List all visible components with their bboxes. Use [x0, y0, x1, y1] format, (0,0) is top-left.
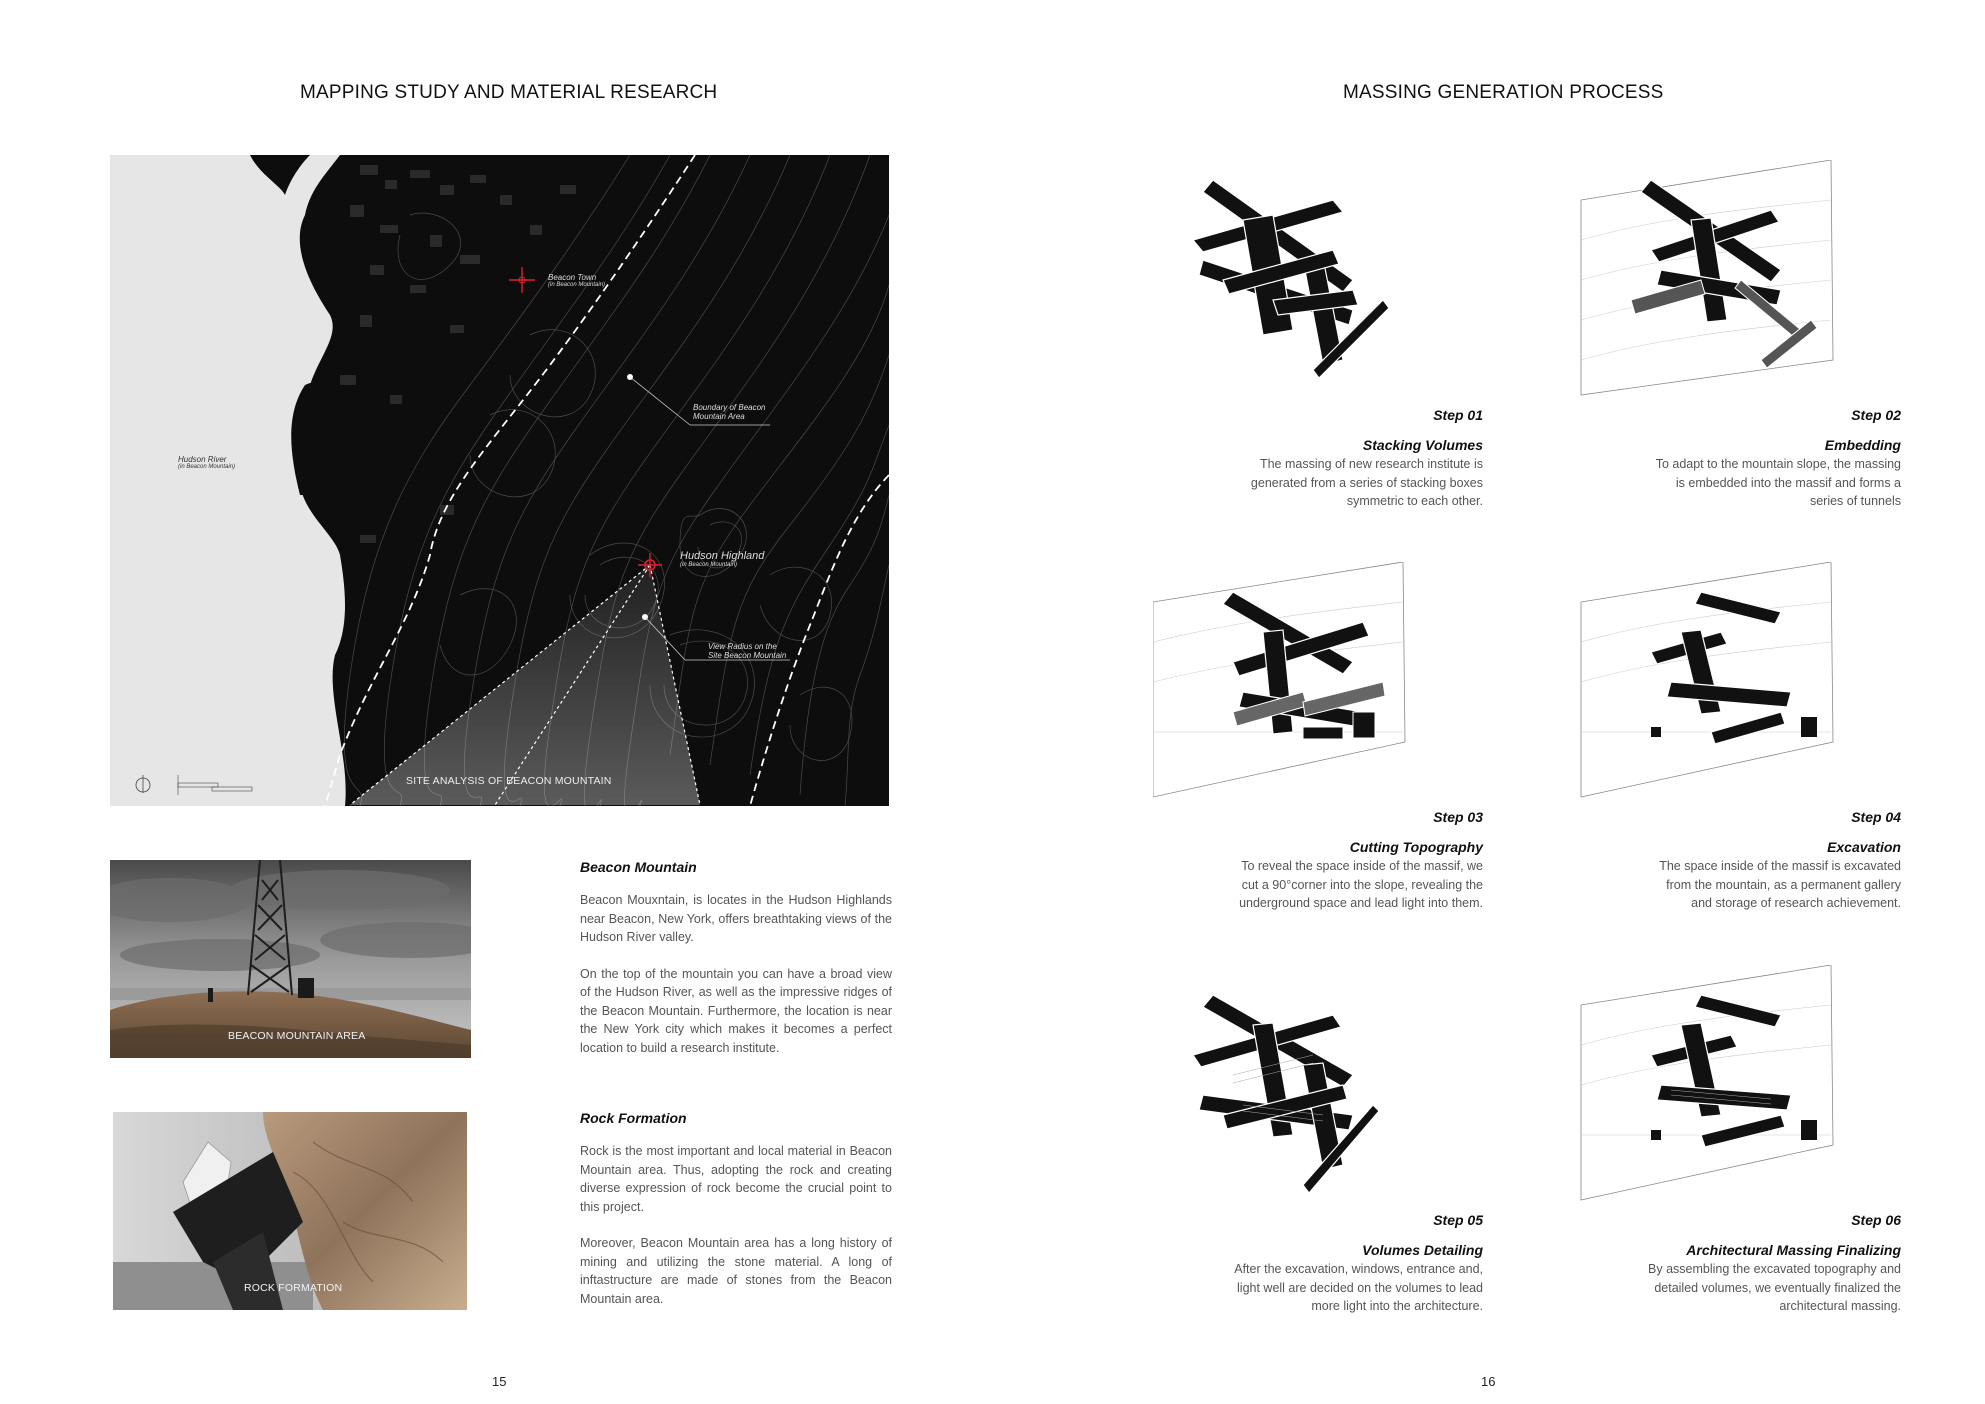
step-02	[1571, 160, 1901, 510]
step-01	[1153, 160, 1483, 510]
rock-formation-heading: Rock Formation	[580, 1110, 687, 1126]
site-map-graphic	[110, 155, 889, 806]
rock-formation-paragraph: Rock is the most important and local material in Beacon Mountain area. Thus, adopting the rock and creating diverse expression of rock become the crucial point to this project.	[580, 1144, 892, 1214]
step-title: Volumes Detailing	[1362, 1242, 1483, 1258]
step-label: Step 06	[1851, 1212, 1901, 1228]
step-06-meta	[1581, 1212, 1901, 1316]
step-title: Cutting Topography	[1349, 839, 1483, 855]
step-label: Step 01	[1433, 407, 1483, 423]
map-label-beacon-town: Beacon Town (in Beacon Mountain)	[548, 273, 606, 288]
step-label: Step 05	[1433, 1212, 1483, 1228]
step-label: Step 04	[1851, 809, 1901, 825]
map-label-view-radius: View Radius on the Site Beacon Mountain	[708, 642, 787, 660]
step-06	[1571, 965, 1901, 1315]
step-03	[1153, 562, 1483, 912]
rock-formation-paragraph: Moreover, Beacon Mountain area has a long history of mining and utilizing the stone material. A long of inftastructure are made of stones from the Beacon Mountain area.	[580, 1236, 892, 1306]
page-title: MASSING GENERATION PROCESS	[1343, 82, 1664, 103]
beacon-mountain-photo-graphic	[110, 860, 471, 1058]
step-label: Step 02	[1851, 407, 1901, 423]
step-description: The space inside of the massif is excavated from the mountain, as a permanent gallery and storage of research achievement.	[1659, 859, 1901, 910]
step-03-meta	[1163, 809, 1483, 913]
step-description: After the excavation, windows, entrance and, light well are decided on the volumes to lead more light into the architecture.	[1234, 1262, 1483, 1313]
step-04	[1571, 562, 1901, 912]
step-description: To reveal the space inside of the massif, we cut a 90°corner into the slope, revealing the underground space and lead light into them.	[1239, 859, 1483, 910]
step-02-meta	[1581, 407, 1901, 511]
rock-formation-photo	[113, 1112, 467, 1310]
rock-formation-photo-caption: ROCK FORMATION	[244, 1282, 343, 1294]
step-label: Step 03	[1433, 809, 1483, 825]
page-title: MAPPING STUDY AND MATERIAL RESEARCH	[300, 82, 718, 103]
beacon-mountain-paragraph: Beacon Mouxntain, is locates in the Hudson Highlands near Beacon, New York, offers breathtaking views of the Hudson River valley.	[580, 893, 892, 944]
left-page	[0, 0, 992, 1404]
beacon-mountain-paragraph: On the top of the mountain you can have a broad view of the Hudson River, as well as the impressive ridges of the Beacon Mountain. Furthermore, the location is near the New York city which makes it becomes a perfect location to build a research institute.	[580, 966, 892, 1055]
step-description: By assembling the excavated topography and detailed volumes, we eventually finalized the architectural massing.	[1648, 1262, 1901, 1313]
step-04-meta	[1581, 809, 1901, 913]
map-caption: SITE ANALYSIS OF BEACON MOUNTAIN	[406, 775, 612, 787]
map-label-hudson-river: Hudson River (in Beacon Mountain)	[178, 455, 236, 470]
page-number: 16	[1481, 1374, 1496, 1389]
step-description: The massing of new research institute is generated from a series of stacking boxes symmetric to each other.	[1250, 457, 1483, 508]
site-map	[110, 155, 889, 806]
beacon-mountain-photo-caption: BEACON MOUNTAIN AREA	[228, 1030, 366, 1042]
step-05-diagram	[1153, 965, 1483, 1210]
step-05	[1153, 965, 1483, 1315]
beacon-mountain-text	[580, 859, 892, 1075]
rock-formation-photo-graphic	[113, 1112, 467, 1310]
step-01-diagram	[1153, 160, 1483, 405]
beacon-mountain-photo	[110, 860, 471, 1058]
step-title: Excavation	[1827, 839, 1901, 855]
map-label-boundary: Boundary of Beacon Mountain Area	[693, 403, 766, 421]
step-01-meta	[1163, 407, 1483, 511]
step-06-diagram	[1571, 965, 1901, 1210]
step-title: Stacking Volumes	[1362, 437, 1483, 453]
step-02-diagram	[1571, 160, 1901, 405]
step-title: Architectural Massing Finalizing	[1686, 1242, 1901, 1258]
right-page	[993, 0, 1985, 1404]
rock-formation-text	[580, 1110, 892, 1326]
step-description: To adapt to the mountain slope, the massing is embedded into the massif and forms a series of tunnels	[1655, 457, 1901, 508]
step-04-diagram	[1571, 562, 1901, 807]
page-number: 15	[492, 1374, 507, 1389]
beacon-mountain-heading: Beacon Mountain	[580, 859, 697, 875]
step-03-diagram	[1153, 562, 1483, 807]
step-title: Embedding	[1824, 437, 1901, 453]
step-05-meta	[1163, 1212, 1483, 1316]
map-label-hudson-highland: Hudson Highland (in Beacon Mountain)	[680, 550, 765, 568]
